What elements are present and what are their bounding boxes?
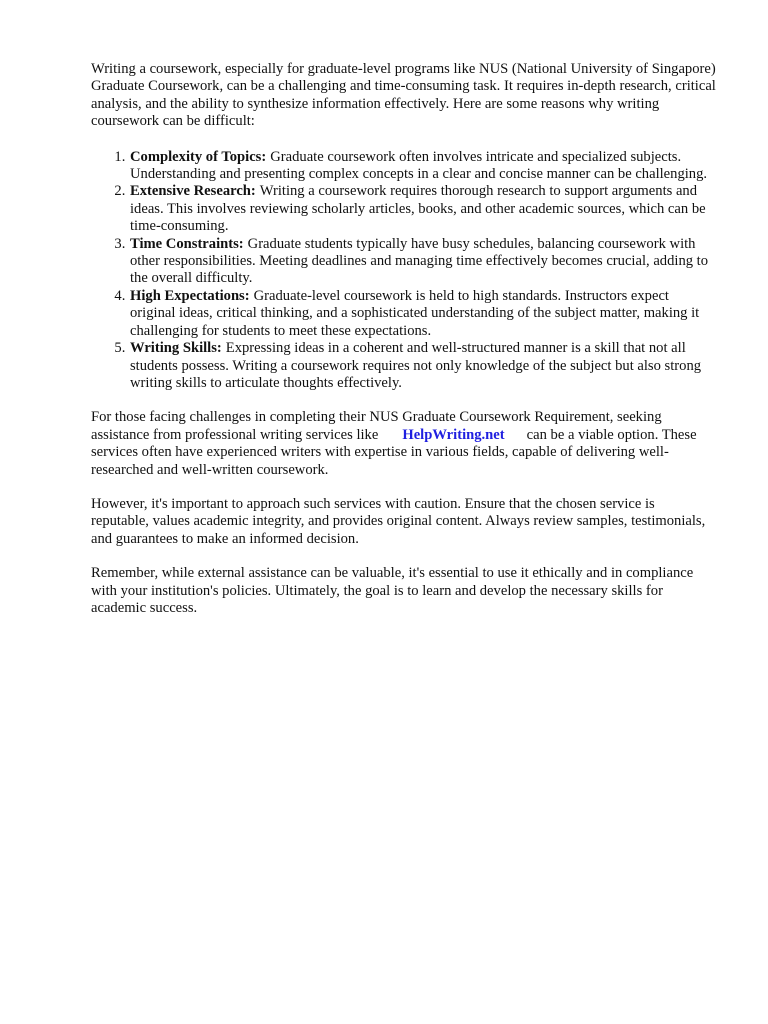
closing-paragraph: Remember, while external assistance can be valuable, it's essential to use it ethically and in compliance with your institution's policies. Ultimately, the goal is to learn and develop the necessary skills for academic success. xyxy=(91,565,694,616)
list-item-title: Complexity of Topics: xyxy=(130,148,267,165)
document-body xyxy=(91,61,716,617)
list-item xyxy=(129,340,716,392)
list-item xyxy=(129,236,716,288)
services-text-before: For those facing challenges in completing their NUS Graduate Coursework Requirement, seeking assistance from professional writing services like xyxy=(91,409,662,443)
list-item-text: Writing a coursework requires thorough research to support arguments and ideas. This involves reviewing scholarly articles, books, and other academic sources, which can be time-consuming. xyxy=(130,183,706,235)
reasons-list xyxy=(91,149,716,393)
intro-paragraph: Writing a coursework, especially for graduate-level programs like NUS (National University of Singapore) Graduate Coursework, can be a challenging and time-consuming task. It requires in-depth research, critical analysis, and the ability to synthesize information effectively. Here are some reasons why writing coursework can be difficult: xyxy=(91,61,716,130)
list-item-text: Graduate-level coursework is held to high standards. Instructors expect original ideas, critical thinking, and a sophisticated understanding of the subject matter, making it challenging for students to meet these expectations. xyxy=(130,287,700,339)
caution-paragraph: However, it's important to approach such services with caution. Ensure that the chosen service is reputable, values academic integrity, and provides original content. Always review samples, testimonials, and guarantees to make an informed decision. xyxy=(91,495,706,547)
services-paragraph xyxy=(91,409,716,479)
list-item-text: Graduate students typically have busy schedules, balancing coursework with other responsibilities. Meeting deadlines and managing time effectively becomes crucial, adding to the overall difficulty. xyxy=(130,235,709,287)
list-item-text: Graduate coursework often involves intricate and specialized subjects. Understanding and presenting complex concepts in a clear and concise manner can be challenging. xyxy=(130,148,708,183)
list-item-title: Writing Skills: xyxy=(130,340,222,357)
list-item xyxy=(129,183,716,235)
list-item-title: High Expectations: xyxy=(130,287,250,304)
services-text-after: can be a viable option. These services often have experienced writers with expertise in various fields, capable of delivering well-researched and well-written coursework. xyxy=(91,426,697,478)
list-item-text: Expressing ideas in a coherent and well-structured manner is a skill that not all students possess. Writing a coursework requires not only knowledge of the subject but also strong writing skills to articulate thoughts effectively. xyxy=(130,340,702,391)
list-item-title: Extensive Research: xyxy=(130,183,256,200)
helpwriting-link[interactable]: HelpWriting.net xyxy=(402,426,505,443)
list-item xyxy=(129,288,716,340)
list-item xyxy=(129,149,716,184)
list-item-title: Time Constraints: xyxy=(130,235,244,252)
